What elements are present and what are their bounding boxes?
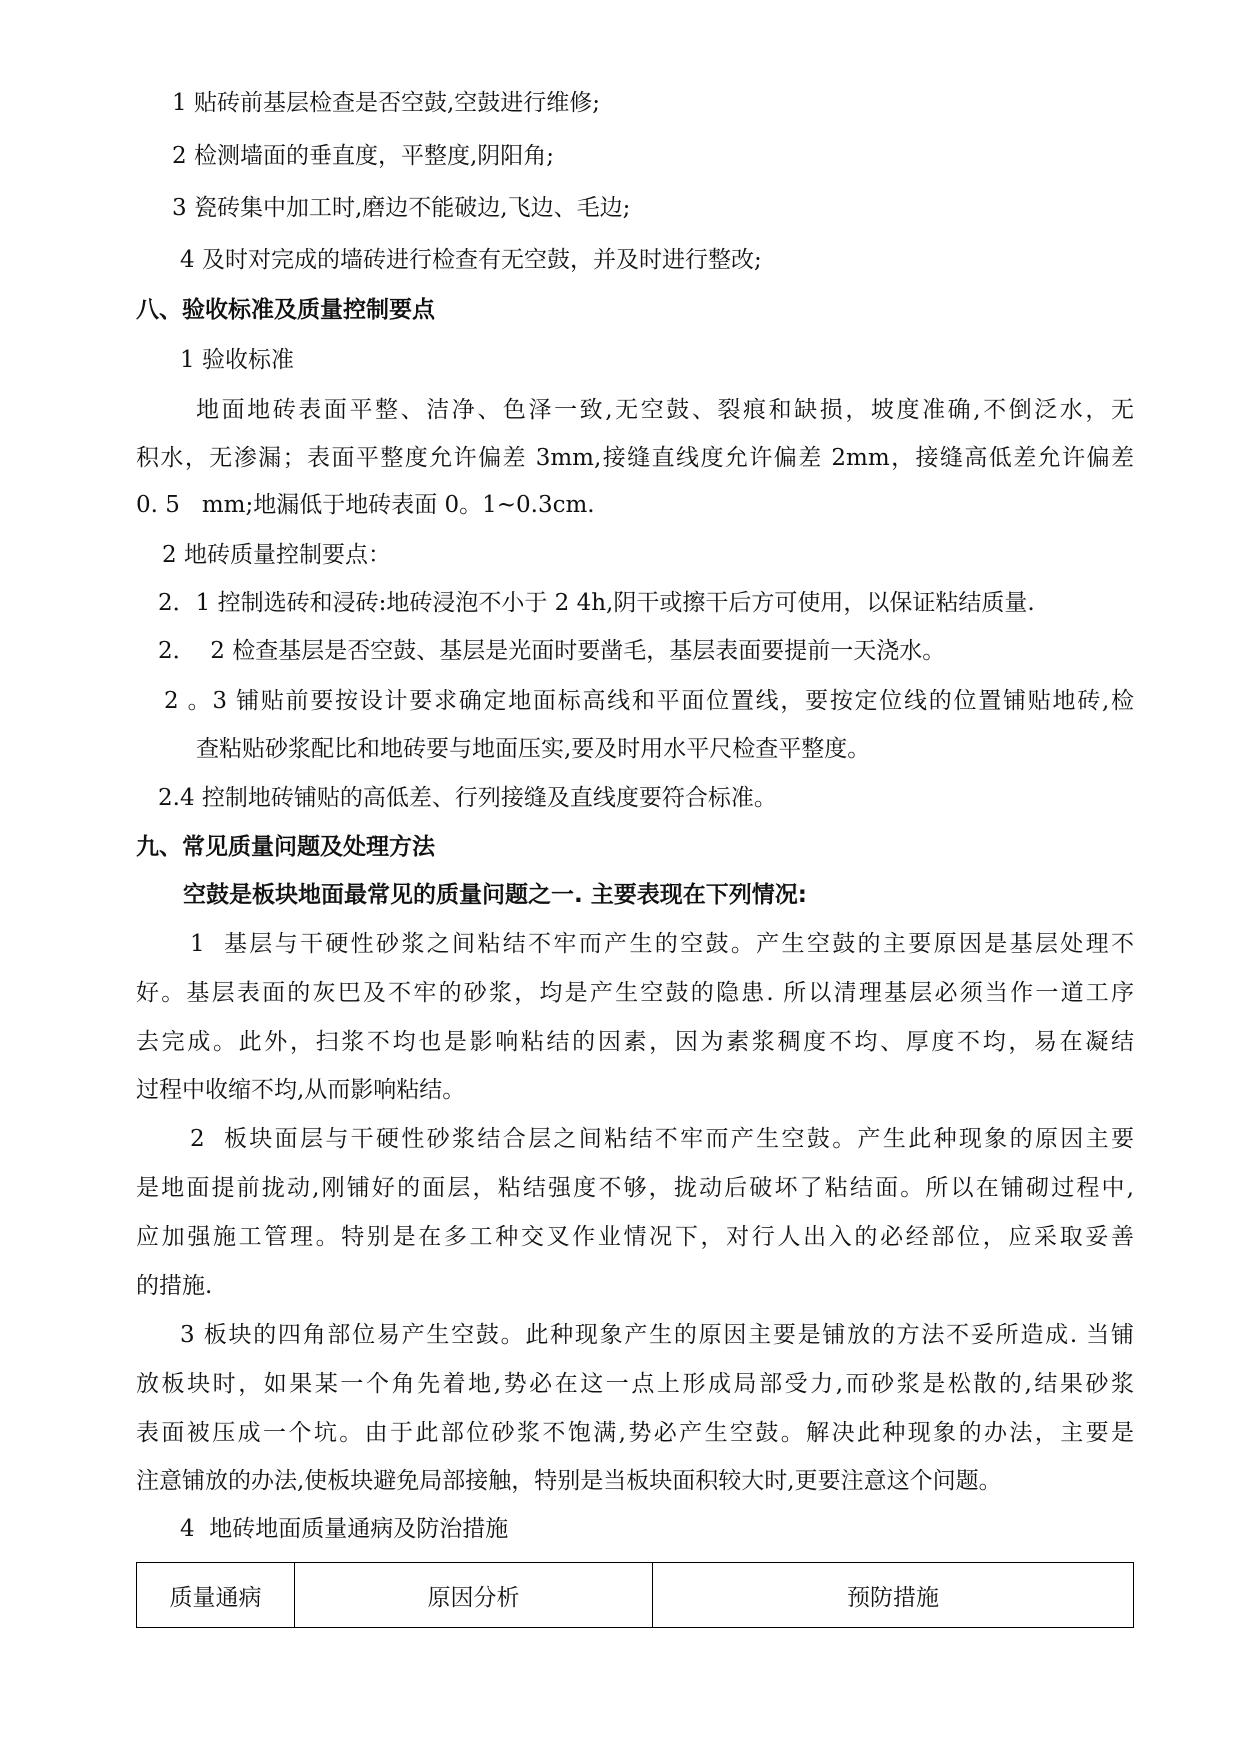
- defects-table-header: [136, 1562, 1134, 1628]
- control-item-2-3-line-2: 查粘贴砂浆配比和地砖要与地面压实,要及时用水平尺检查平整度。: [196, 736, 871, 762]
- section-heading-acceptance: 八、验收标准及质量控制要点: [136, 297, 435, 323]
- lead-hollowing-intro: 空鼓是板块地面最常见的质量问题之一. 主要表现在下列情况:: [183, 882, 807, 908]
- subheading-tile-defects: 4 地砖地面质量通病及防治措施: [180, 1516, 509, 1542]
- section-heading-common-problems: 九、常见质量问题及处理方法: [136, 834, 435, 860]
- problem-2-line-3: 应加强施工管理。特别是在多工种交叉作业情况下，对行人出入的必经部位，应采取妥善: [136, 1224, 1134, 1250]
- problem-2-line-4: 的措施.: [136, 1273, 213, 1299]
- problem-3-line-4: 注意铺放的办法,使板块避免局部接触，特别是当板块面积较大时,更要注意这个问题。: [136, 1468, 1002, 1494]
- problem-3-line-1: 3 板块的四角部位易产生空鼓。此种现象产生的原因主要是铺放的方法不妥所造成. 当铺: [180, 1322, 1134, 1348]
- problem-1-line-3: 去完成。此外，扫浆不均也是影响粘结的因素，因为素浆稠度不均、厚度不均，易在凝结: [136, 1029, 1134, 1055]
- list-item-tile-check-3: 3 瓷砖集中加工时,磨边不能破边,飞边、毛边;: [172, 195, 631, 221]
- list-item-tile-check-4: 4 及时对完成的墙砖进行检查有无空鼓，并及时进行整改;: [180, 247, 762, 273]
- subheading-acceptance-standard: 1 验收标准: [180, 347, 294, 373]
- problem-3-line-2: 放板块时，如果某一个角先着地,势必在这一点上形成局部受力,而砂浆是松散的,结果砂浆: [136, 1371, 1134, 1397]
- paragraph-acceptance-line-3: 0. 5 mm;地漏低于地砖表面 0。1~0.3cm.: [136, 492, 595, 518]
- paragraph-acceptance-line-1: 地面地砖表面平整、洁净、色泽一致,无空鼓、裂痕和缺损，坡度准确,不倒泛水，无: [196, 397, 1134, 423]
- table-header-cause: 原因分析: [295, 1563, 653, 1627]
- table-header-prevention: 预防措施: [847, 1584, 939, 1611]
- paragraph-acceptance-line-2: 积水，无渗漏；表面平整度允许偏差 3mm,接缝直线度允许偏差 2mm，接缝高低差允许偏差: [136, 445, 1134, 471]
- table-header-defect: 质量通病: [137, 1563, 295, 1627]
- problem-1-line-4: 过程中收缩不均,从而影响粘结。: [136, 1077, 466, 1103]
- problem-3-line-3: 表面被压成一个坑。由于此部位砂浆不饱满,势必产生空鼓。解决此种现象的办法，主要是: [136, 1420, 1134, 1446]
- problem-1-line-1: 1 基层与干硬性砂浆之间粘结不牢而产生的空鼓。产生空鼓的主要原因是基层处理不: [190, 931, 1134, 957]
- problem-2-line-2: 是地面提前拢动,刚铺好的面层，粘结强度不够，拢动后破坏了粘结面。所以在铺砌过程中,: [136, 1175, 1134, 1201]
- problem-1-line-2: 好。基层表面的灰巴及不牢的砂浆，均是产生空鼓的隐患. 所以清理基层必须当作一道工序: [136, 980, 1134, 1006]
- control-item-2-1: 2．1 控制选砖和浸砖:地砖浸泡不小于 2 4h,阴干或擦干后方可使用，以保证粘结质量.: [158, 590, 1035, 616]
- control-item-2-3-line-1: 2 。3 铺贴前要按设计要求确定地面标高线和平面位置线，要按定位线的位置铺贴地砖,检: [164, 688, 1134, 714]
- subheading-quality-control: 2 地砖质量控制要点：: [162, 542, 391, 568]
- control-item-2-4: 2.4 控制地砖铺贴的高低差、行列接缝及直线度要符合标准。: [158, 785, 777, 811]
- list-item-tile-check-2: 2 检测墙面的垂直度，平整度,阴阳角;: [172, 143, 555, 169]
- list-item-tile-check-1: 1 贴砖前基层检查是否空鼓,空鼓进行维修;: [172, 90, 601, 116]
- problem-2-line-1: 2 板块面层与干硬性砂浆结合层之间粘结不牢而产生空鼓。产生此种现象的原因主要: [190, 1126, 1134, 1152]
- control-item-2-2: 2． 2 检查基层是否空鼓、基层是光面时要凿毛，基层表面要提前一天浇水。: [158, 638, 946, 664]
